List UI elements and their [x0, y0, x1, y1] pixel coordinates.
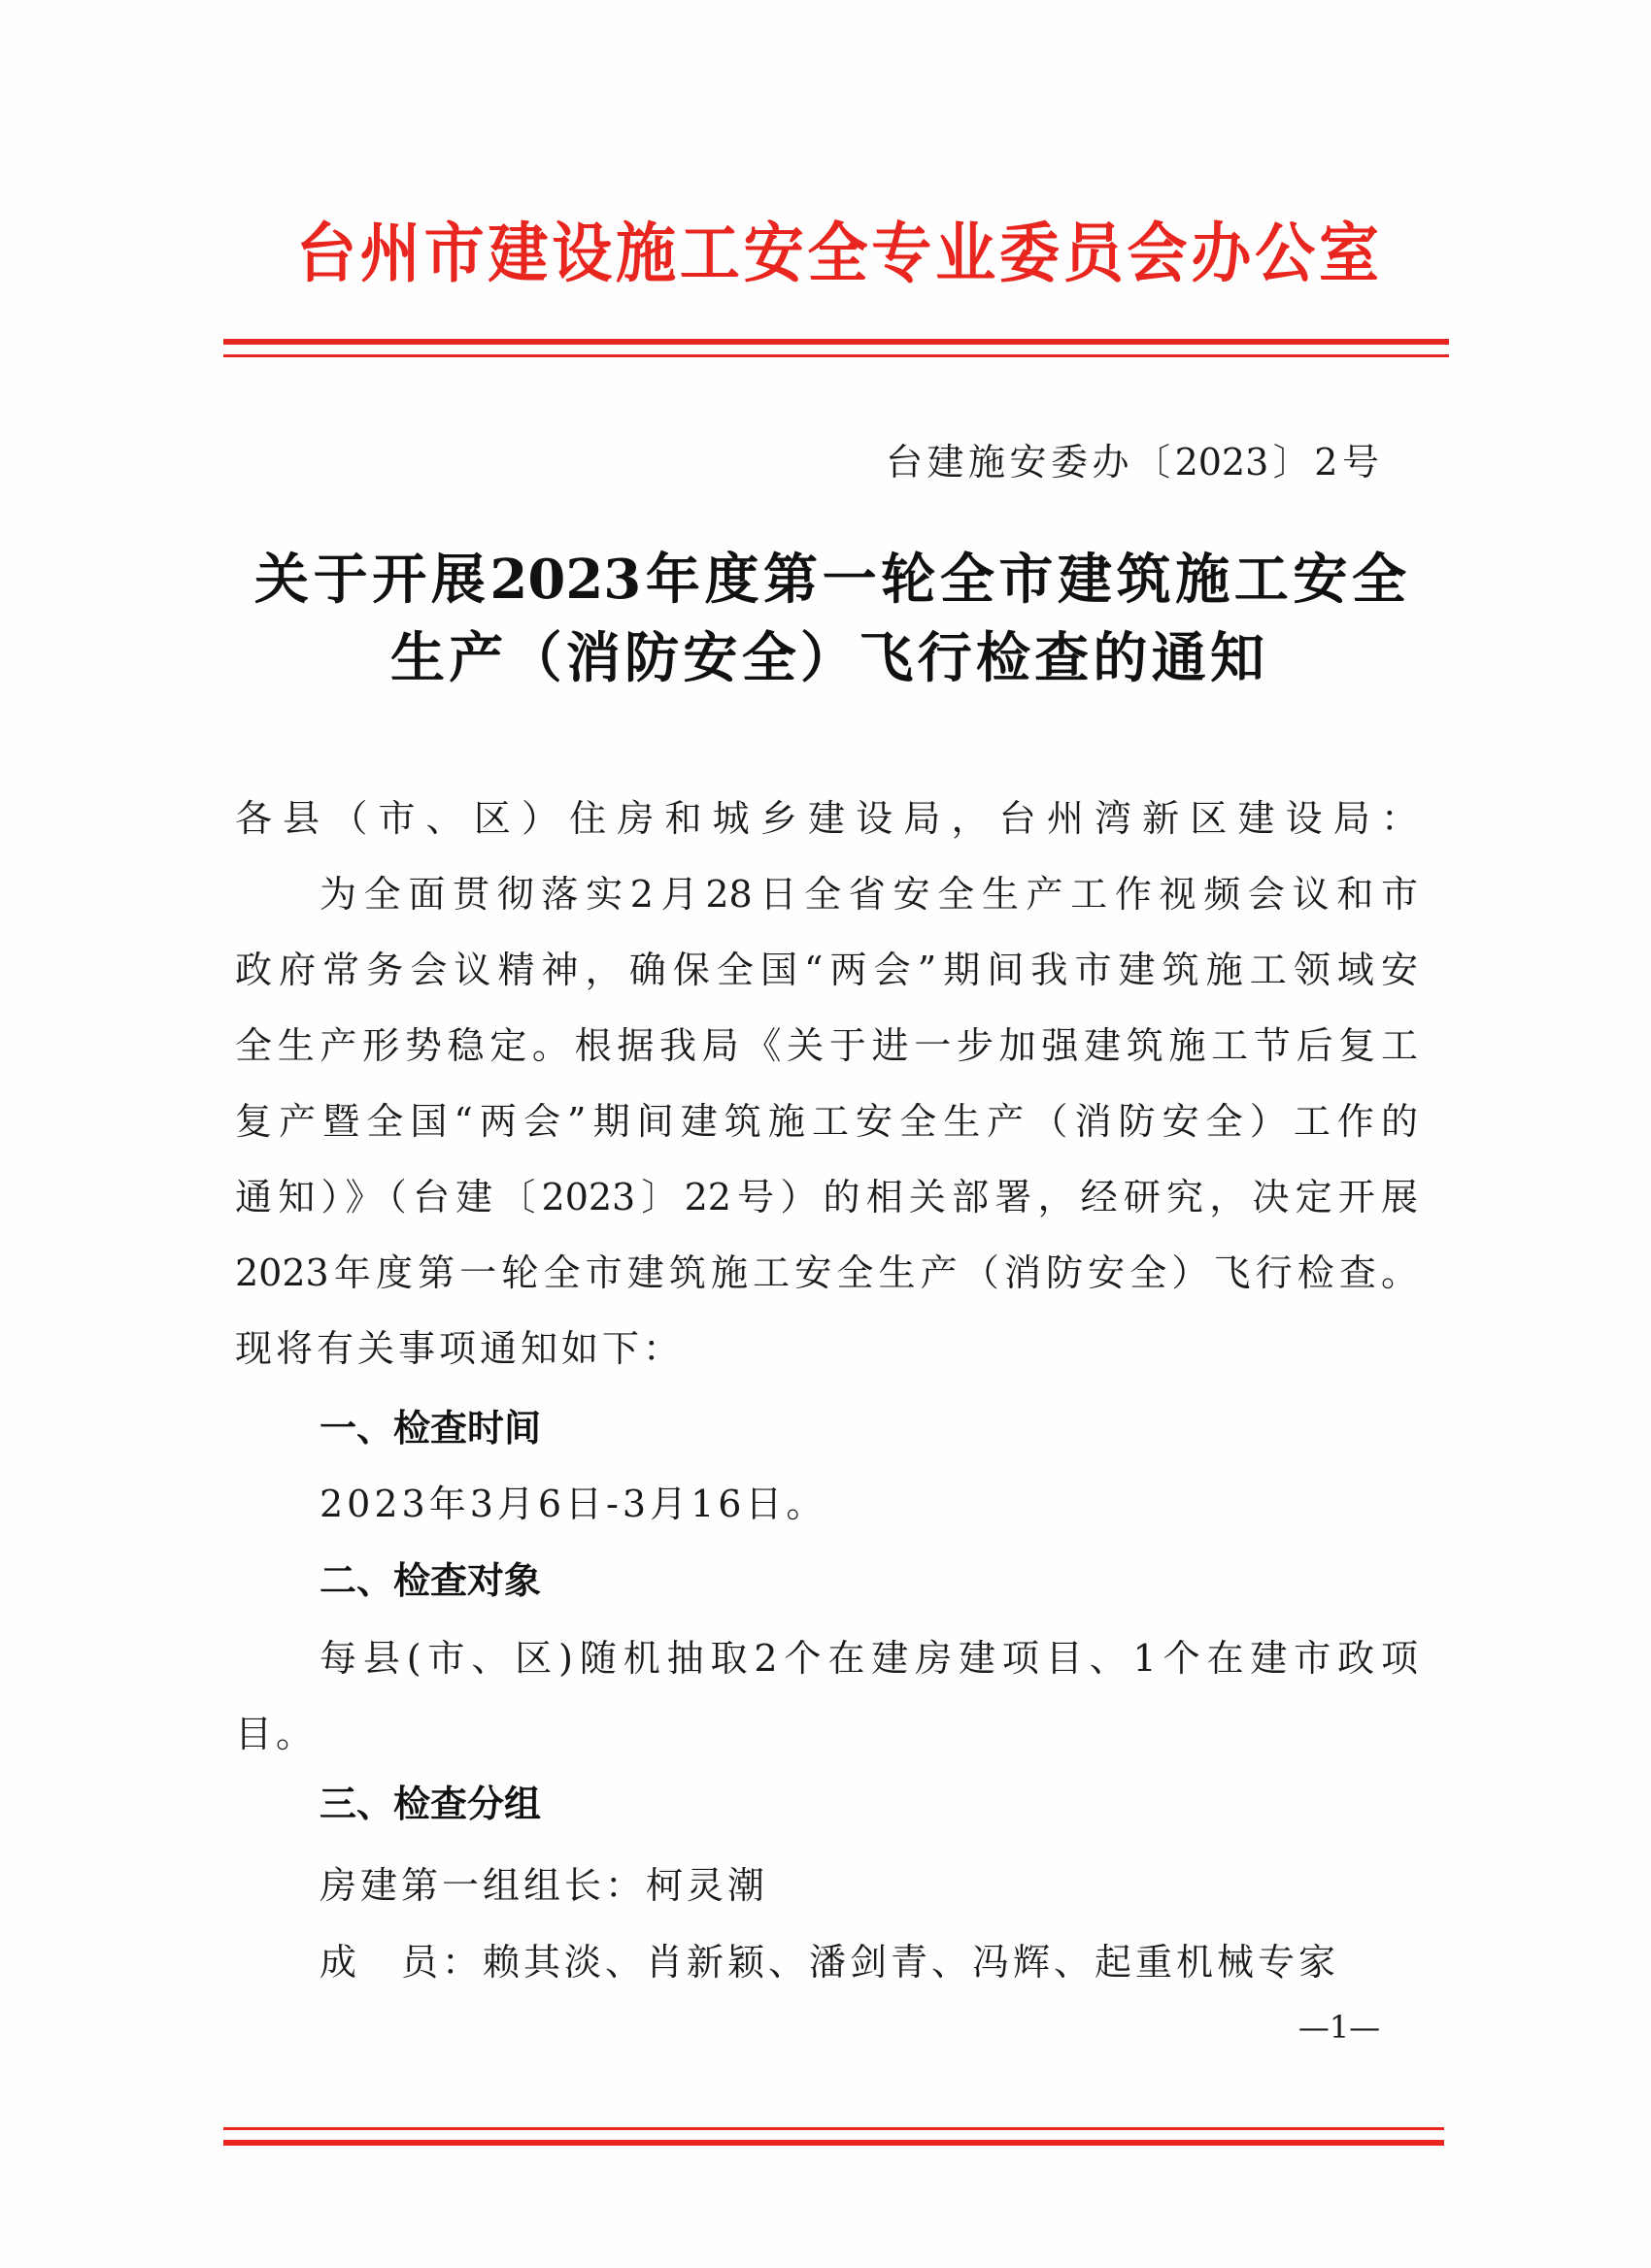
section-text: 每县(市、区)随机抽取2个在建房建项目、1个在建市政项 — [320, 1637, 1418, 1680]
group-members: 成 员：赖其淡、肖新颖、潘剑青、冯辉、起重机械专家 — [320, 1941, 1340, 1984]
letterhead-rule-thick — [223, 339, 1449, 345]
section-heading-targets: 二、检查对象 — [320, 1559, 542, 1602]
document-number: 台建施安委办〔2023〕2号 — [886, 441, 1379, 484]
letterhead-rule-thin — [223, 354, 1449, 357]
intro-line: 为全面贯彻落实2月28日全省安全生产工作视频会议和市 — [320, 873, 1418, 916]
footer-rule-thick — [223, 2140, 1444, 2146]
intro-line: 全生产形势稳定。根据我局《关于进一步加强建筑施工节后复工 — [235, 1024, 1418, 1067]
salutation: 各县（市、区）住房和城乡建设局，台州湾新区建设局： — [235, 797, 1418, 840]
group-leader: 房建第一组组长：柯灵潮 — [320, 1864, 769, 1907]
intro-line: 通知）》（台建〔2023〕22号）的相关部署，经研究，决定开展 — [235, 1176, 1418, 1218]
document-title-line-2: 生产（消防安全）飞行检查的通知 — [390, 626, 1264, 690]
intro-line: 现将有关事项通知如下： — [235, 1327, 685, 1370]
section-heading-time: 一、检查时间 — [320, 1407, 542, 1450]
document-title-line-1: 关于开展2023年度第一轮全市建筑施工安全 — [254, 548, 1406, 612]
intro-line: 复产暨全国“两会”期间建筑施工安全生产（消防安全）工作的 — [235, 1100, 1418, 1143]
section-text: 目。 — [235, 1713, 318, 1755]
page-number: —1— — [1297, 2009, 1381, 2046]
section-text: 2023年3月6日-3月16日。 — [320, 1483, 827, 1525]
intro-line: 政府常务会议精神，确保全国“两会”期间我市建筑施工领域安 — [235, 949, 1418, 991]
letterhead-issuer: 台州市建设施工安全专业委员会办公室 — [296, 215, 1379, 292]
intro-line: 2023年度第一轮全市建筑施工安全生产（消防安全）飞行检查。 — [235, 1251, 1418, 1294]
section-heading-groups: 三、检查分组 — [320, 1783, 542, 1825]
footer-rule-thin — [223, 2127, 1444, 2130]
